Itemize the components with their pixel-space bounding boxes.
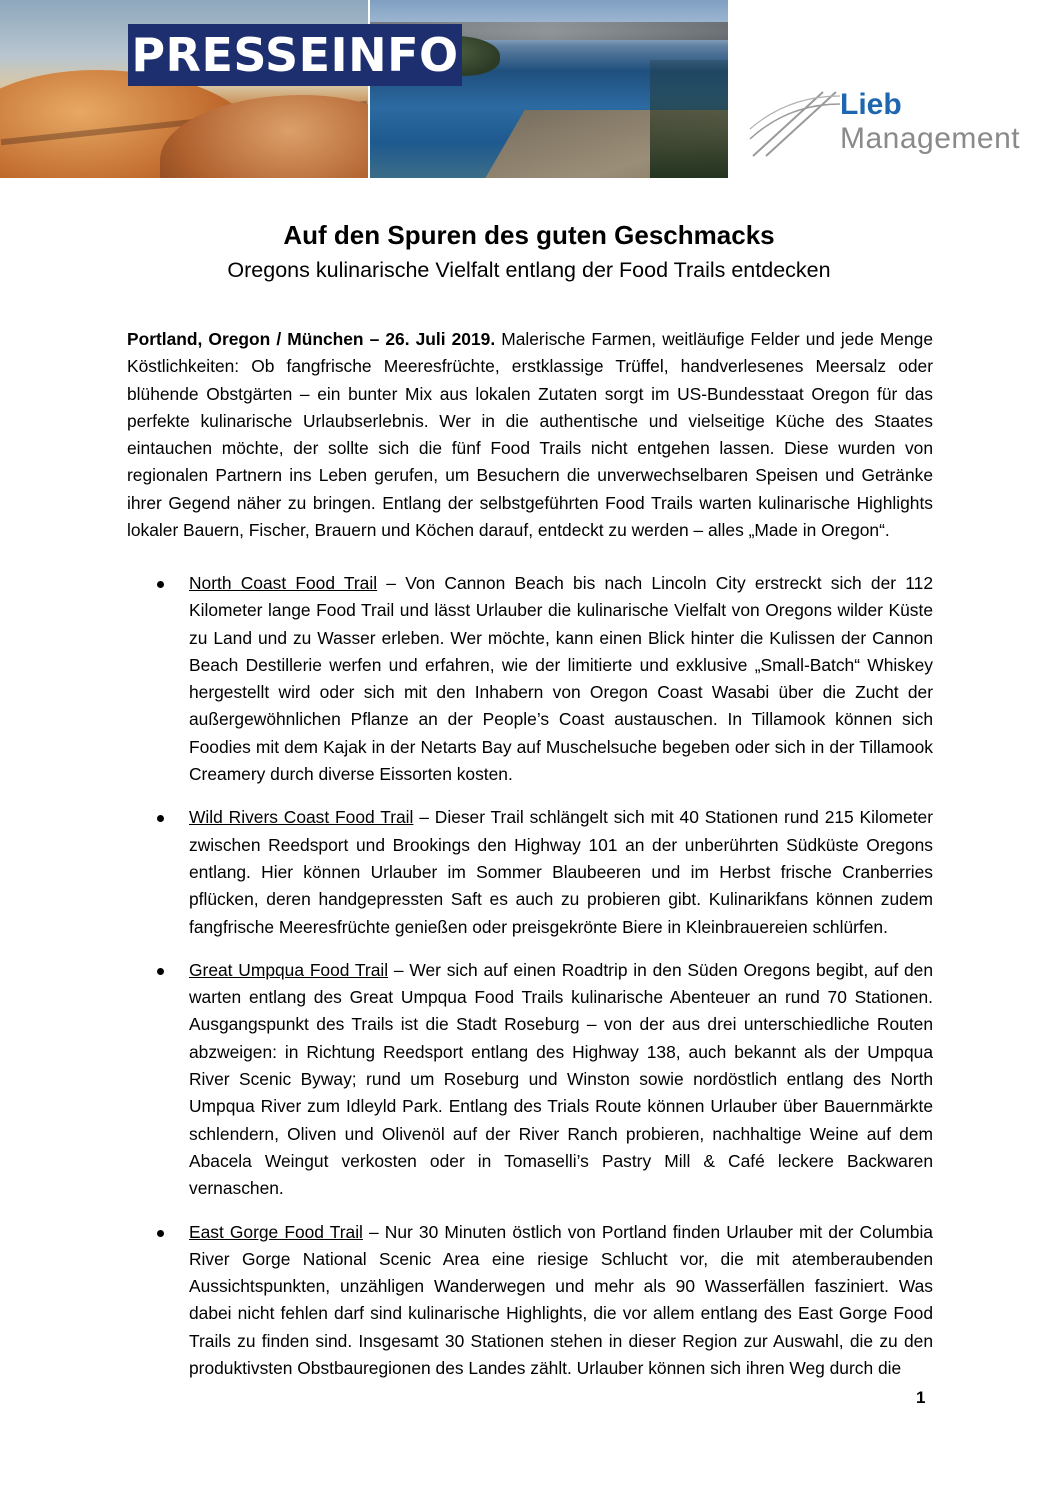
logo-arc-icon (748, 84, 843, 164)
trail-name: North Coast Food Trail (189, 573, 378, 593)
bullet-icon (157, 815, 164, 822)
lieb-management-logo (748, 84, 1048, 164)
list-item (127, 804, 933, 940)
header-banner (0, 0, 1058, 178)
bullet-icon (157, 968, 164, 975)
list-item (127, 570, 933, 788)
bullet-icon (157, 1230, 164, 1237)
presseinfo-label: PRESSEINFO (128, 24, 462, 86)
list-item (127, 1219, 933, 1383)
page-subtitle: Oregons kulinarische Vielfalt entlang der Food Trails entdecken (227, 258, 831, 282)
trail-name: Great Umpqua Food Trail (189, 959, 389, 980)
page-number: 1 (916, 1388, 926, 1407)
trail-list (127, 570, 933, 1398)
page-title: Auf den Spuren des guten Geschmacks (283, 220, 775, 250)
logo-lieb-text: Lieb (840, 88, 902, 121)
trail-name: Wild Rivers Coast Food Trail (189, 807, 414, 828)
dateline: Portland, Oregon / München – 26. Juli 2019. (127, 329, 496, 349)
trail-text: – Wer sich auf einen Roadtrip in den Süden Oregons begibt, auf den warten entlang des Great Umpqua Food Trails kulinarische Abenteuer an rund 70 Stationen. Ausgangspunkt des Trails ist die Stadt Roseburg – von der aus drei unterschiedliche Routen abzweigen: in Richtung Reedsport entlang des Highway 138, auch bekannt als der Umpqua River Scenic Byway; rund um Roseburg und Winston sowie nordöstlich entlang des North Umpqua River zum Idleyld Park. Entlang des Trials Route können Urlauber über Bauernmärkte schlendern, Oliven und Olivenöl auf der River Ranch probieren, nachhaltige Weine auf dem Abacela Weingut verkosten oder in Tomaselli’s Pastry Mill & Café leckere Backwaren vernaschen. (189, 959, 933, 1199)
intro-paragraph (127, 326, 933, 544)
trail-name: East Gorge Food Trail (189, 1221, 363, 1242)
logo-management-text: Management (840, 122, 1021, 155)
intro-text: Malerische Farmen, weitläufige Felder und jede Menge Köstlichkeiten: Ob fangfrische Meeresfrüchte, erstklassige Trüffel, handverlesenes Meersalz oder blühende Obstgärten – ein bunter Mix aus lokalen Zutaten sorgt im US-Bundesstaat Oregon für das perfekte kulinarische Urlaubserlebnis. Wer in die authentische und vielseitige Küche des Staates eintauchen möchte, der sollte sich die fünf Food Trails nicht entgehen lassen. Diese wurden von regionalen Partnern ins Leben gerufen, um Besuchern die unverwechselbaren Speisen und Getränke ihrer Gegend näher zu bringen. Entlang der selbstgeführten Food Trails warten kulinarische Highlights lokaler Bauern, Fischer, Brauern und Köchen darauf, entdeckt zu werden – alles „Made in Oregon“. (127, 329, 933, 541)
trail-text: – Von Cannon Beach bis nach Lincoln City erstreckt sich der 112 Kilometer lange Food Trail und lässt Urlauber die kulinarische Vielfalt von Oregons wilder Küste zu Land und zu Wasser erleben. Wer möchte, kann einen Blick hinter die Kulissen der Cannon Beach Destillerie werfen und erfahren, wie der limitierte und exklusive „Small-Batch“ Whiskey hergestellt wird oder sich mit den Inhabern von Oregon Coast Wasabi über die Zucht der außergewöhnlichen Pflanze an der People’s Coast austauschen. In Tillamook können sich Foodies mit dem Kajak in der Netarts Bay auf Muschelsuche begeben oder sich in der Tillamook Creamery durch diverse Eissorten kosten. (189, 573, 933, 785)
trail-text: – Dieser Trail schlängelt sich mit 40 Stationen rund 215 Kilometer zwischen Reedsport und Brookings den Highway 101 an der unberührten Südküste Oregons entlang. Hier können Urlauber im Sommer Blaubeeren und im Herbst frische Cranberries pflücken, deren handgepressten Saft es auch zu probieren gibt. Kulinarikfans können zudem fangfrische Meeresfrüchte genießen oder preisgekrönte Biere in Kleinbrauereien schlürfen. (189, 807, 934, 937)
list-item (127, 957, 933, 1203)
trail-text: – Nur 30 Minuten östlich von Portland finden Urlauber mit der Columbia River Gorge National Scenic Area eine riesige Schlucht vor, die mit atemberaubenden Aussichtspunkten, unzähligen Wanderwegen und mehr als 90 Wasserfällen fasziniert. Was dabei nicht fehlen darf sind kulinarische Highlights, die vor allem entlang des East Gorge Food Trails zu finden sind. Insgesamt 30 Stationen stehen in dieser Region zur Auswahl, die zu den produktivsten Obstbauregionen des Landes zählt. Urlauber können sich ihren Weg durch die (189, 1221, 933, 1379)
bullet-icon (157, 581, 164, 588)
